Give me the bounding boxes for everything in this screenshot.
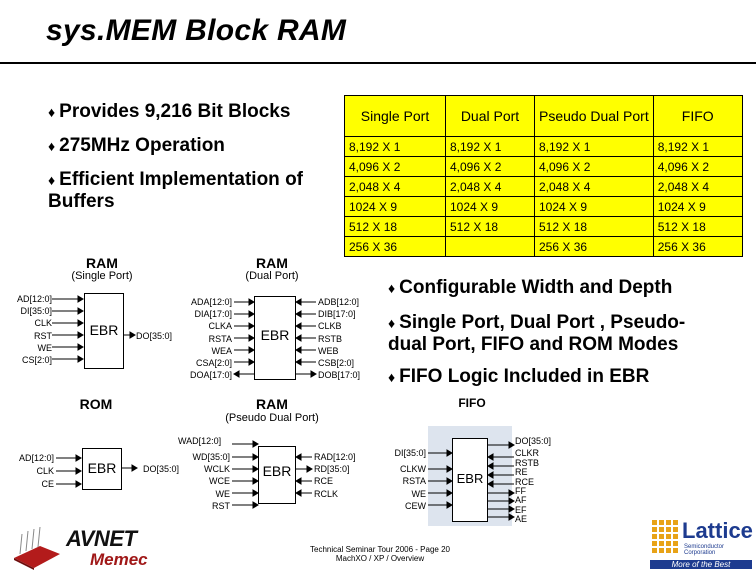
ebr-label: EBR [262, 463, 292, 479]
signal-label: ADA[12:0] [190, 297, 232, 307]
fifo-block [452, 438, 488, 522]
bullet-glyph: ♦ [388, 369, 396, 385]
signal-label: DOA[17:0] [189, 370, 232, 381]
table-cell: 512 X 18 [446, 217, 535, 237]
bullet-configurable: ♦ Configurable Width and Depth [388, 277, 673, 298]
bullet-glyph: ♦ [388, 315, 396, 331]
signal-label: RSTB [318, 333, 343, 344]
signal-label: CLKW [399, 464, 426, 475]
table-cell: 2,048 X 4 [535, 177, 654, 197]
signal-label: CLK [36, 466, 54, 476]
ram-single-block [84, 293, 124, 369]
signal-label: AD[12:0] [18, 453, 54, 463]
ram-pseudo-right-signals [314, 451, 356, 500]
signal-label: ADB[12:0] [318, 297, 360, 307]
ebr-label: EBR [89, 322, 119, 338]
signal-label: WAD[12:0] [178, 436, 222, 446]
fifo-left-signals [390, 447, 426, 512]
ram-single-caption: RAM [86, 255, 118, 271]
signal-label: RD[35:0] [314, 464, 350, 475]
table-cell: 2,048 X 4 [345, 177, 446, 197]
bullet-modes: ♦ Single Port, Dual Port , Pseudo-dual Port, FIFO and ROM Modes [388, 312, 686, 355]
signal-label: DOB[17:0] [318, 370, 361, 381]
table-cell: 8,192 X 1 [345, 137, 446, 157]
signal-label: WCLK [203, 464, 230, 475]
signal-label: CLK [34, 318, 52, 329]
signal-label: RSTA [402, 476, 426, 487]
avnet-logo [10, 520, 160, 572]
avnet-chip-icon [10, 524, 64, 570]
table-cell: 8,192 X 1 [535, 137, 654, 157]
fifo-right-signals [515, 437, 551, 525]
signal-label: DI[35:0] [20, 306, 52, 317]
header-pseudo-dual-port: Pseudo Dual Port [535, 96, 654, 137]
signal-label: EF [515, 504, 527, 515]
signal-label: DIA[17:0] [194, 309, 232, 320]
footer [270, 545, 490, 563]
signal-label: DO[35:0] [136, 331, 173, 341]
signal-label: AD[12:0] [16, 294, 52, 304]
signal-label: WE [37, 342, 52, 353]
table-cell: 512 X 18 [653, 217, 742, 237]
rom-caption: ROM [79, 396, 113, 412]
signal-label: DO[35:0] [143, 464, 180, 474]
fifo-caption: FIFO [458, 396, 486, 410]
signal-label: CE [41, 479, 54, 489]
lattice-grid-icon [652, 520, 680, 556]
table-cell [446, 237, 535, 257]
lattice-wordmark: Lattice [682, 518, 753, 543]
table-row [345, 217, 743, 237]
header-dual-port: Dual Port [446, 96, 535, 137]
avnet-memec-wordmark: Memec [90, 550, 148, 569]
bullet-fifo-logic: ♦ FIFO Logic Included in EBR [388, 366, 650, 387]
ebr-label: EBR [456, 471, 484, 486]
ebr-label: EBR [87, 460, 117, 476]
table-row [345, 137, 743, 157]
signal-label: DO[35:0] [515, 436, 552, 446]
signal-label: AE [515, 514, 528, 525]
table-cell: 1024 X 9 [535, 197, 654, 217]
table-row [345, 197, 743, 217]
ram-single-subtitle: (Single Port) [71, 270, 133, 282]
signal-label: RCE [515, 476, 535, 487]
signal-label: CLKB [318, 321, 342, 332]
signal-label: RAD[12:0] [314, 452, 356, 462]
signal-label: RE [515, 467, 528, 478]
signal-label: CSB[2:0] [318, 358, 355, 369]
ram-single-inputs [0, 293, 52, 366]
table-cell: 8,192 X 1 [653, 137, 742, 157]
table-cell: 256 X 36 [535, 237, 654, 257]
ram-pseudo-left-signals [176, 451, 230, 512]
ram-pseudo-caption: RAM [256, 396, 288, 412]
signal-label: WD[35:0] [192, 452, 230, 462]
table-cell: 256 X 36 [345, 237, 446, 257]
footer-line-1: Technical Seminar Tour 2006 - Page 20 [310, 545, 450, 554]
table-cell: 2,048 X 4 [446, 177, 535, 197]
signal-label: DIB[17:0] [318, 309, 356, 320]
rom-inputs [0, 452, 54, 491]
bullet-efficient: ♦ Efficient Implementation of Buffers [48, 169, 304, 212]
signal-label: CLKR [515, 448, 540, 459]
table-cell: 4,096 X 2 [345, 157, 446, 177]
bullet-glyph: ♦ [48, 104, 56, 120]
bullet-frequency: ♦ 275MHz Operation [48, 135, 225, 156]
table-cell: 8,192 X 1 [446, 137, 535, 157]
rom-block [82, 448, 122, 490]
configuration-table [344, 95, 743, 257]
table-cell: 512 X 18 [345, 217, 446, 237]
ram-dual-subtitle: (Dual Port) [245, 270, 299, 282]
ram-dual-caption: RAM [256, 255, 288, 271]
title-rule [0, 62, 756, 64]
signal-label: WEA [211, 345, 232, 356]
table-row [345, 177, 743, 197]
table-cell: 512 X 18 [535, 217, 654, 237]
signal-label: RSTB [515, 457, 540, 468]
signal-label: RCE [314, 476, 334, 487]
table-cell: 4,096 X 2 [653, 157, 742, 177]
signal-label: AF [515, 495, 527, 506]
table-cell: 4,096 X 2 [446, 157, 535, 177]
page-title: sys.MEM Block RAM [46, 14, 347, 47]
bullet-glyph: ♦ [388, 280, 396, 296]
signal-label: RST [212, 500, 230, 511]
signal-label: WE [215, 488, 230, 499]
ram-dual-left-signals [172, 296, 232, 381]
signal-label: WE [411, 488, 426, 499]
table-row [345, 237, 743, 257]
table-cell: 1024 X 9 [345, 197, 446, 217]
signal-label: WCE [209, 476, 230, 487]
table-cell: 1024 X 9 [446, 197, 535, 217]
table-row [345, 157, 743, 177]
table-cell: 2,048 X 4 [653, 177, 742, 197]
signal-label: CEW [405, 500, 426, 511]
signal-label: RCLK [314, 488, 339, 499]
lattice-tagline: More of the Best [650, 560, 752, 569]
table-header-row [345, 96, 743, 137]
signal-label: CS[2:0] [21, 355, 52, 366]
ram-pseudo-subtitle: (Pseudo Dual Port) [225, 412, 319, 424]
signal-label: RST [34, 330, 52, 341]
header-single-port: Single Port [345, 96, 446, 137]
table-cell: 4,096 X 2 [535, 157, 654, 177]
signal-label: RSTA [208, 333, 232, 344]
signal-label: WEB [318, 345, 339, 356]
avnet-wordmark: AVNET [66, 526, 137, 551]
footer-line-2: MachXO / XP / Overview [335, 554, 425, 563]
signal-label: CLKA [208, 321, 232, 332]
ram-dual-right-signals [318, 296, 360, 381]
signal-label: FF [515, 486, 526, 497]
bullet-blocks: ♦ Provides 9,216 Bit Blocks [48, 101, 291, 122]
header-fifo: FIFO [653, 96, 742, 137]
bullet-glyph: ♦ [48, 172, 56, 188]
lattice-logo [650, 516, 754, 574]
lattice-sub: Semiconductor Corporation [684, 544, 725, 556]
table-cell: 256 X 36 [653, 237, 742, 257]
signal-label: DI[35:0] [394, 448, 426, 458]
signal-label: CSA[2:0] [195, 358, 232, 369]
bullet-glyph: ♦ [48, 138, 56, 154]
ram-pseudo-block [258, 446, 296, 504]
ram-dual-block [254, 296, 296, 380]
ebr-label: EBR [260, 327, 290, 343]
table-cell: 1024 X 9 [653, 197, 742, 217]
